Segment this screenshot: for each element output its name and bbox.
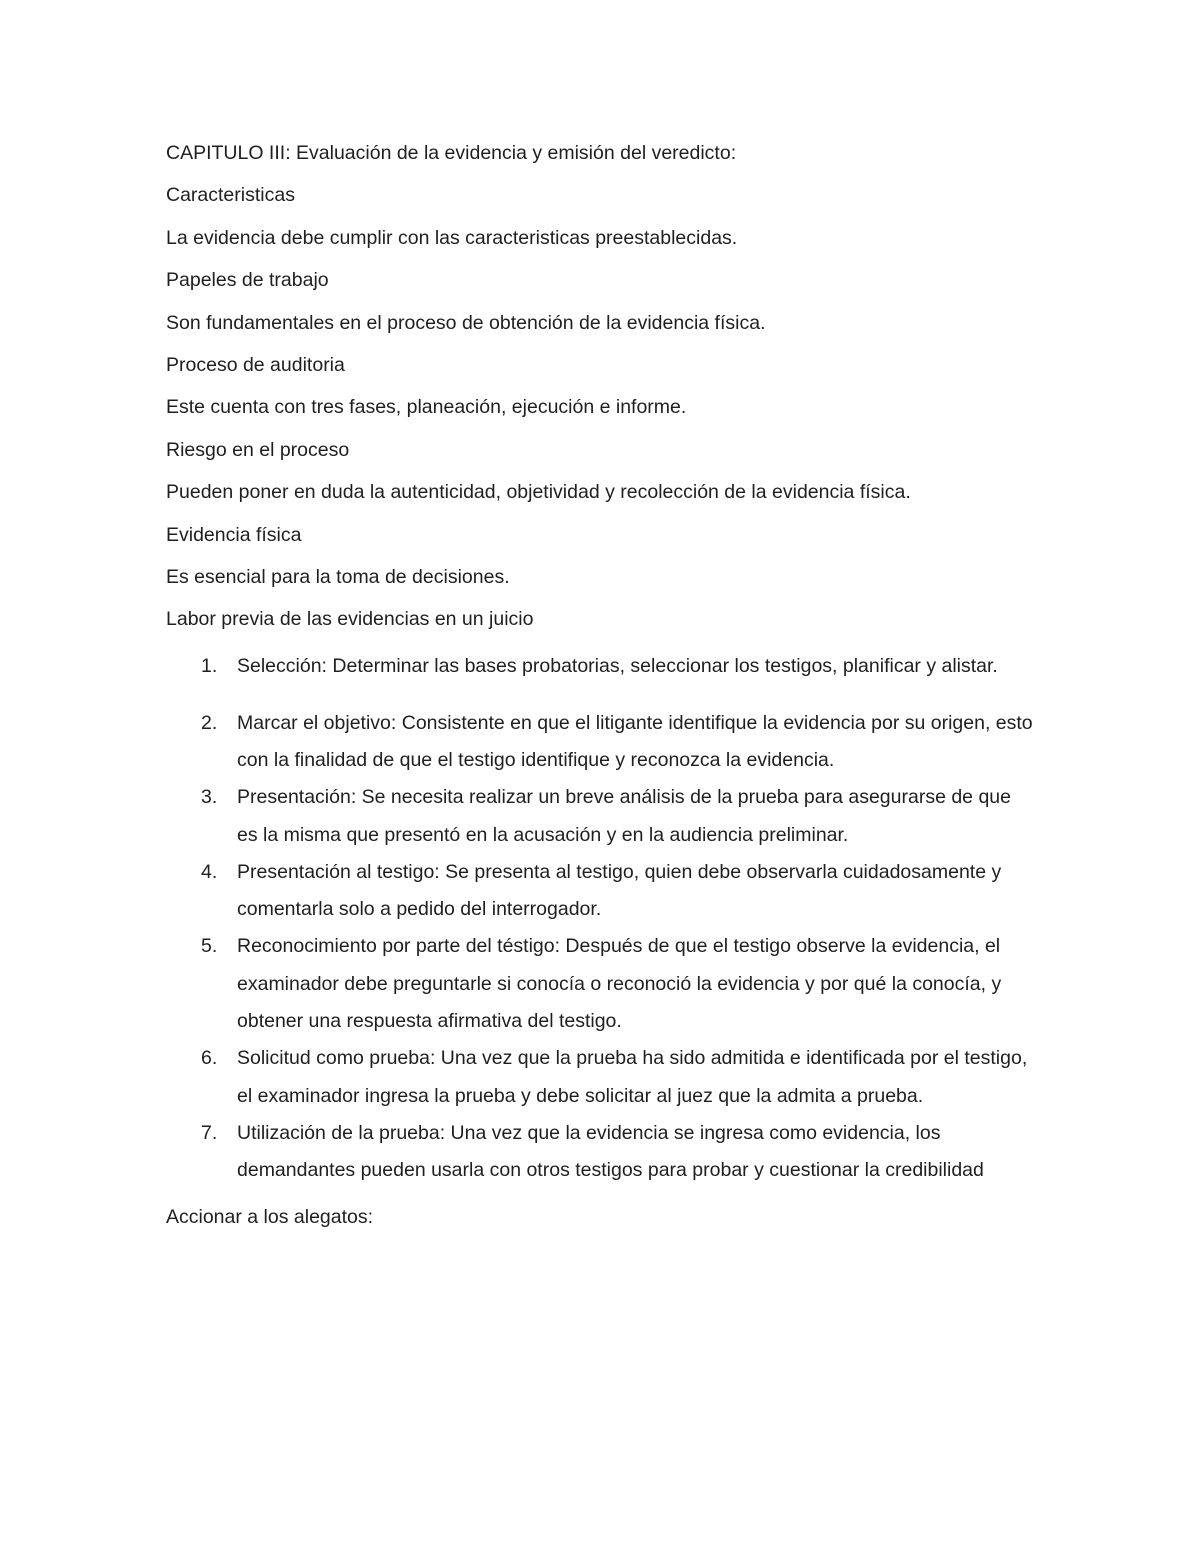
list-item	[166, 1040, 1036, 1115]
list-item	[166, 928, 1036, 1040]
list-number: 6.	[201, 1047, 218, 1070]
list-item-text: Presentación: Se necesita realizar un breve análisis de la prueba para asegurarse de que es la misma que presentó en la acusación y en la audiencia preliminar.	[237, 786, 1011, 846]
chapter-heading: CAPITULO III: Evaluación de la evidencia y emisión del veredicto:	[166, 142, 737, 164]
list-item-text: Solicitud como prueba: Una vez que la prueba ha sido admitida e identificada por el testigo, el examinador ingresa la prueba y debe solicitar al juez que la admita a prueba.	[237, 1047, 1028, 1107]
list-number: 2.	[201, 711, 218, 734]
list-item-text: Reconocimiento por parte del téstigo: Después de que el testigo observe la evidencia, el examinador debe preguntarle si conocía o reconoció la evidencia y por qué la conocía, y obtener una respuesta afirmativa del testigo.	[237, 935, 1002, 1033]
section-heading: Evidencia física	[166, 523, 302, 546]
paragraph: Este cuenta con tres fases, planeación, ejecución e informe.	[166, 396, 687, 419]
list-item-text: Utilización de la prueba: Una vez que la evidencia se ingresa como evidencia, los demandantes pueden usarla con otros testigos para probar y cuestionar la credibilidad	[237, 1121, 984, 1182]
list-item	[166, 705, 1036, 780]
section-heading: Labor previa de las evidencias en un juicio	[166, 608, 534, 631]
list-item-text: Marcar el objetivo: Consistente en que el litigante identifique la evidencia por su origen, esto con la finalidad de que el testigo identifique y reconozca la evidencia.	[237, 711, 1033, 771]
list-item	[166, 1115, 1036, 1190]
list-number: 1.	[201, 654, 218, 677]
document-page	[166, 138, 1036, 1232]
list-item-text: Presentación al testigo: Se presenta al testigo, quien debe observarla cuidadosamente y comentarla solo a pedido del interrogador.	[237, 860, 1002, 921]
list-item-text: Selección: Determinar las bases probatorias, seleccionar los testigos, planificar y alistar.	[237, 654, 998, 677]
paragraph: Son fundamentales en el proceso de obtención de la evidencia física.	[166, 311, 766, 334]
section-heading: Caracteristicas	[166, 184, 295, 207]
list-item	[166, 779, 1036, 854]
section-heading: Papeles de trabajo	[166, 269, 329, 292]
list-number: 7.	[201, 1121, 218, 1144]
section-heading: Proceso de auditoria	[166, 353, 345, 376]
list-item	[166, 854, 1036, 929]
list-number: 5.	[201, 935, 218, 958]
paragraph: La evidencia debe cumplir con las caracteristicas preestablecidas.	[166, 226, 738, 249]
paragraph: Pueden poner en duda la autenticidad, objetividad y recolección de la evidencia física.	[166, 481, 911, 504]
list-number: 4.	[201, 860, 218, 883]
section-heading: Riesgo en el proceso	[166, 438, 350, 461]
paragraph: Es esencial para la toma de decisiones.	[166, 565, 510, 588]
closing-heading: Accionar a los alegatos:	[166, 1205, 374, 1228]
list-item	[166, 647, 1036, 705]
list-number: 3.	[201, 786, 218, 809]
numbered-list	[166, 647, 1036, 1190]
